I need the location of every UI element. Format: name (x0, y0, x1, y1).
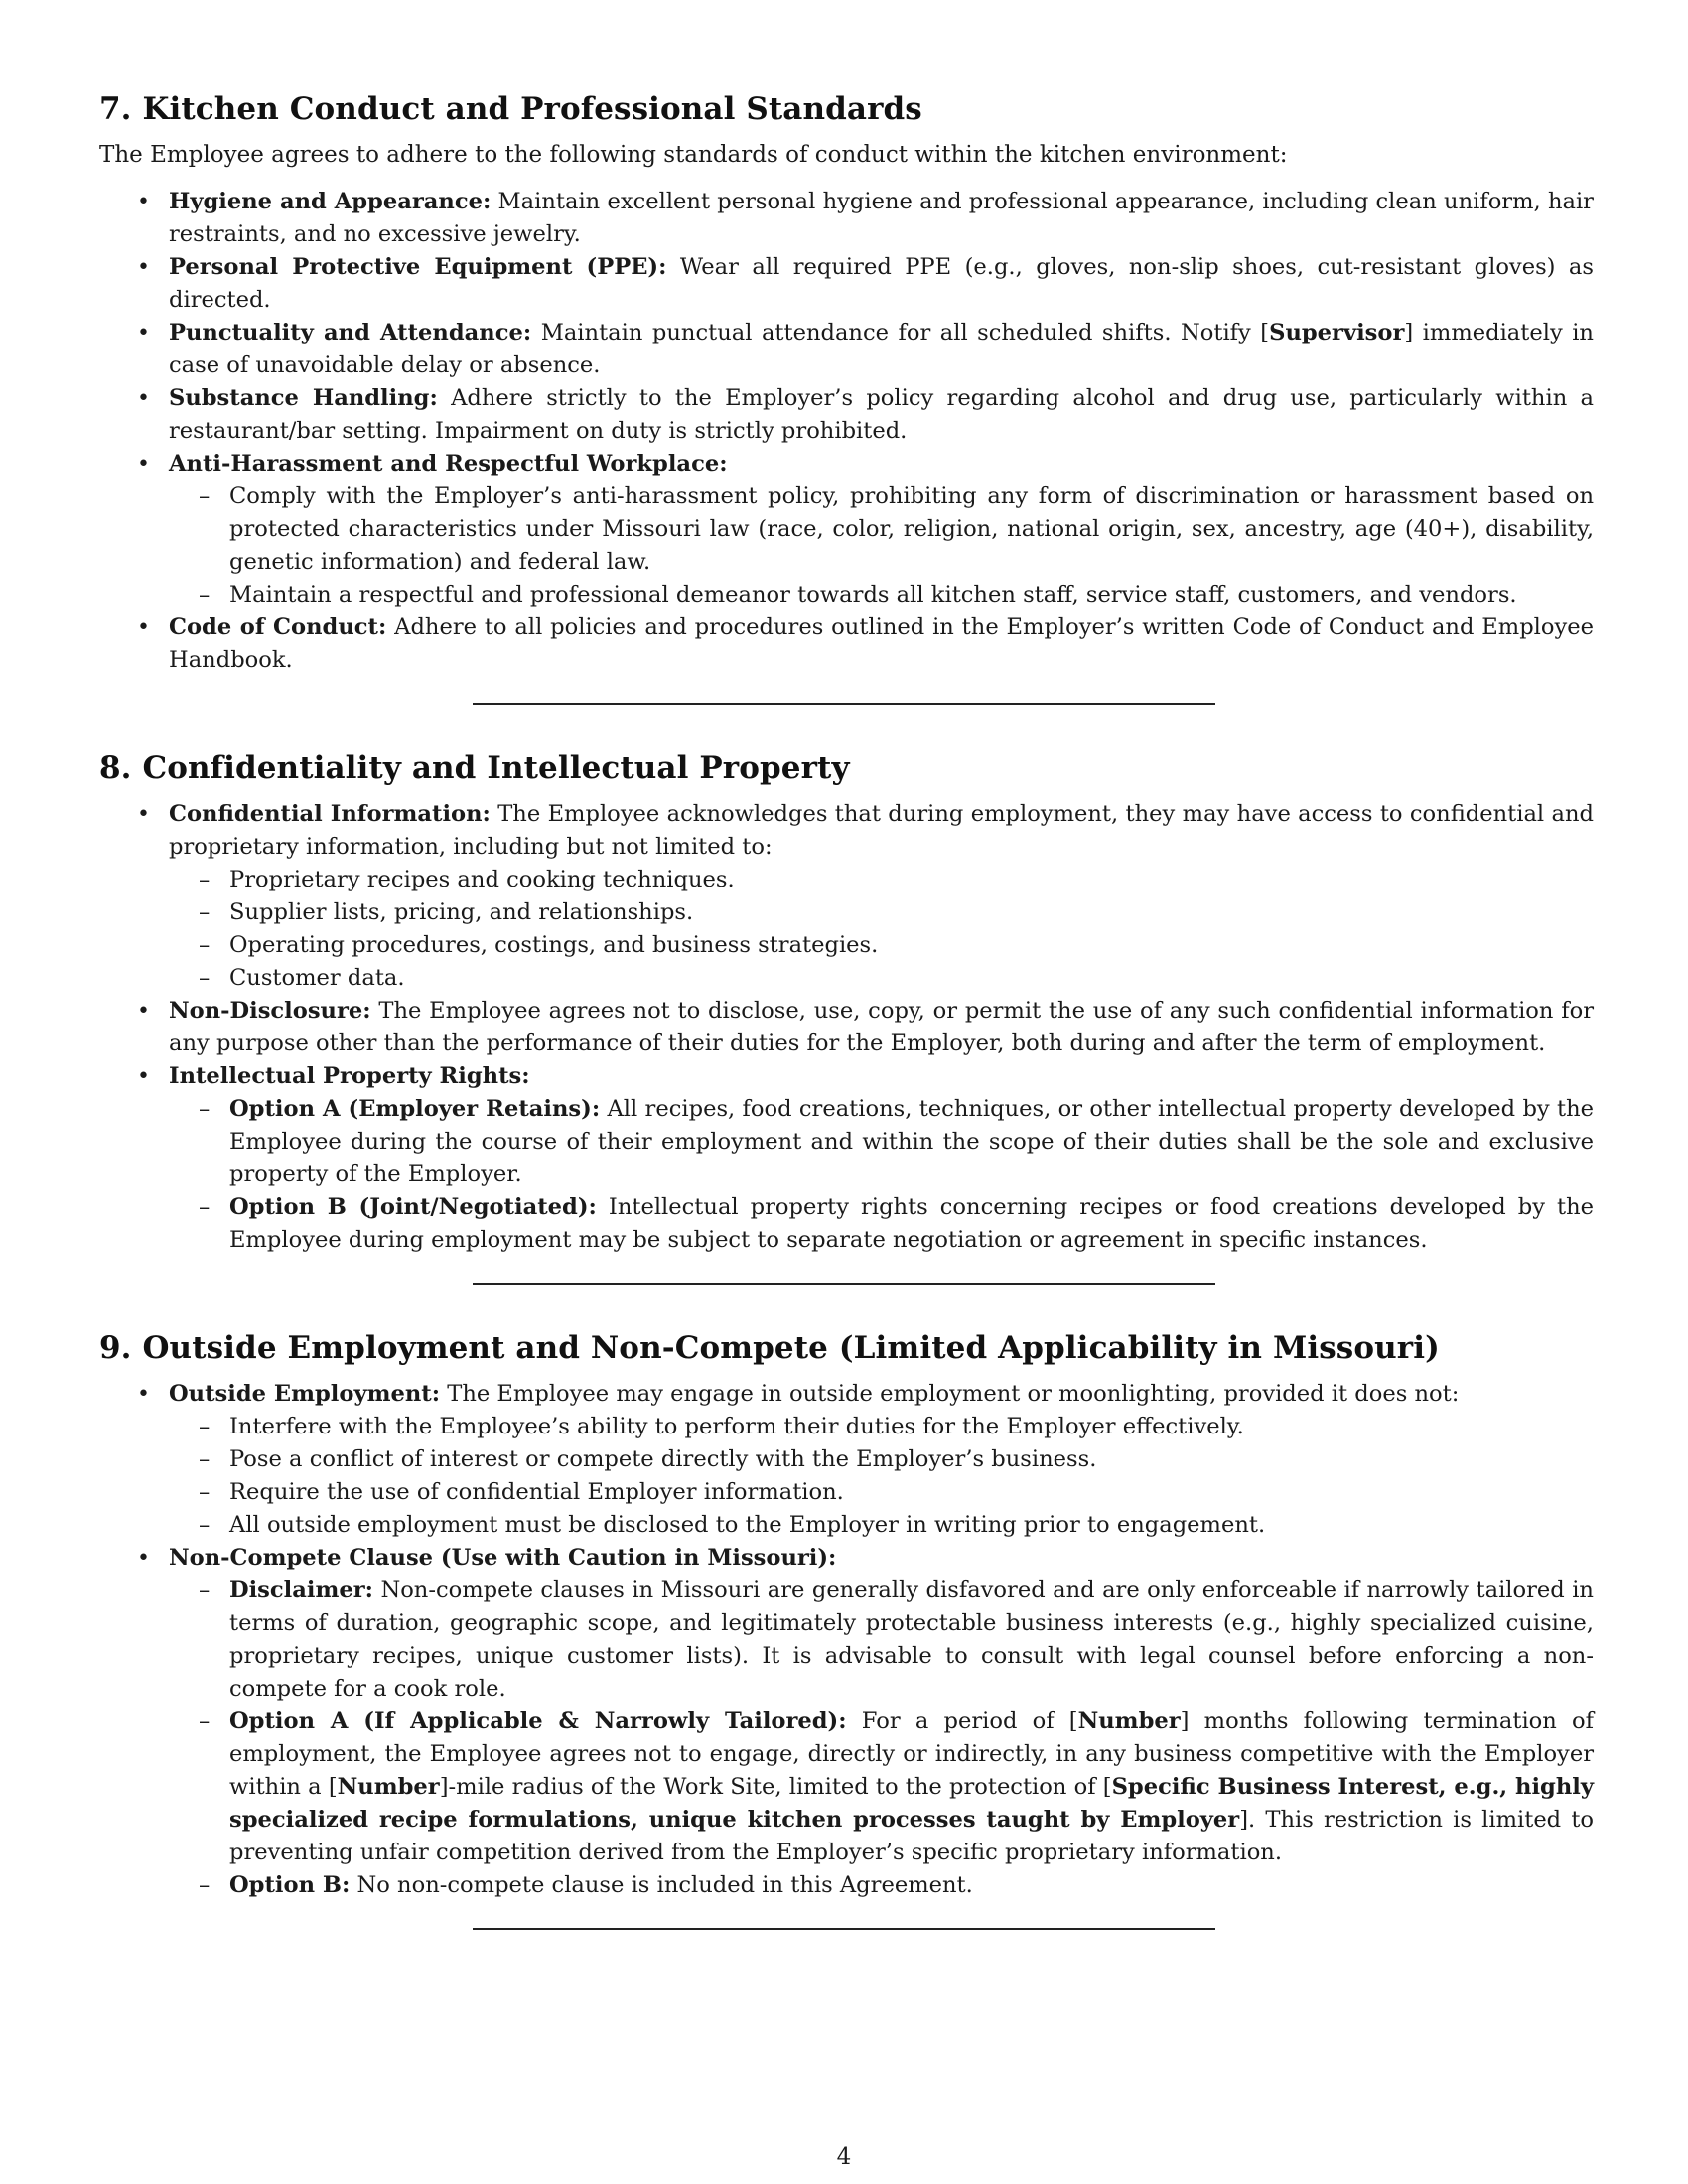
sub-list-item: – All outside employment must be disclosed to the Employer in writing prior to engagement. (169, 1509, 1594, 1542)
option-text: ]-mile radius of the Work Site, limited to the protection of [ (439, 1774, 1112, 1800)
placeholder-number: Number (337, 1774, 440, 1800)
list-item (99, 448, 1594, 612)
option-text: ] months following termination of employment, the Employee agrees not to engage, directly or indirectly, in any business competitive with the Employer within a [ (229, 1708, 1594, 1800)
option-label: Option A (Employer Retains): (229, 1096, 601, 1122)
option-label: Option B: (229, 1872, 351, 1898)
item-text: Maintain punctual attendance for all scheduled shifts. Notify [ (531, 320, 1270, 345)
placeholder-supervisor: Supervisor (1269, 320, 1405, 345)
item-text: The Employee agrees not to disclose, use, copy, or permit the use of any such confidential information for any purpose other than the performance of their duties for the Employer, both during and after the term of employment. (169, 998, 1594, 1056)
section-7-list (99, 186, 1594, 677)
list-item (99, 612, 1594, 677)
sub-list (169, 864, 1594, 995)
option-text: Non-compete clauses in Missouri are generally disfavored and are only enforceable if narrowly tailored in terms of duration, geographic scope, and legitimately protectable business interests (e.g., highly specialized cuisine, proprietary recipes, unique customer lists). It is advisable to consult with legal counsel before enforcing a non-compete for a cook role. (229, 1577, 1594, 1702)
item-label: Non-Compete Clause (Use with Caution in Missouri): (169, 1545, 837, 1570)
sub-list-item (169, 1574, 1594, 1706)
item-text: The Employee acknowledges that during employment, they may have access to confidential and proprietary information, including but not limited to: (169, 801, 1594, 860)
sub-list-item: – Maintain a respectful and professional demeanor towards all kitchen staff, service staff, customers, and vendors. (169, 579, 1594, 612)
section-9-heading: 9. Outside Employment and Non-Compete (Limited Applicability in Missouri) (99, 1330, 1440, 1366)
item-label: Outside Employment: (169, 1381, 441, 1407)
sub-list (169, 1411, 1594, 1542)
document-page (99, 91, 1594, 1930)
option-text: For a period of [ (846, 1708, 1078, 1734)
section-7-heading: 7. Kitchen Conduct and Professional Standards (99, 91, 922, 127)
page-number: 4 (836, 2144, 852, 2170)
item-label: Code of Conduct: (169, 614, 387, 640)
option-text: ]. This restriction is limited to preventing unfair competition derived from the Employer’s specific proprietary information. (229, 1807, 1594, 1865)
list-item (99, 382, 1594, 448)
list-item (99, 186, 1594, 251)
item-text: Adhere strictly to the Employer’s policy regarding alcohol and drug use, particularly within a restaurant/bar setting. Impairment on duty is strictly prohibited. (169, 385, 1594, 444)
section-9-list (99, 1378, 1594, 1902)
option-label: Option B (Joint/Negotiated): (229, 1194, 597, 1220)
sub-list-item: – Require the use of confidential Employer information. (169, 1476, 1594, 1509)
list-item (99, 1060, 1594, 1257)
sub-list-item: – Supplier lists, pricing, and relationships. (169, 896, 1594, 929)
sub-list (169, 1093, 1594, 1257)
item-label: Substance Handling: (169, 385, 438, 411)
option-text: Intellectual property rights concerning recipes or food creations developed by the Employee during employment may be subject to separate negotiation or agreement in specific instances. (229, 1194, 1594, 1253)
sub-list-item: – Customer data. (169, 962, 1594, 995)
sub-list-item (169, 1869, 1594, 1902)
sub-list-item: – Proprietary recipes and cooking techniques. (169, 864, 1594, 896)
section-7-intro: The Employee agrees to adhere to the following standards of conduct within the kitchen environment: (99, 142, 1288, 168)
item-text: Adhere to all policies and procedures outlined in the Employer’s written Code of Conduct and Employee Handbook. (169, 614, 1594, 673)
list-item (99, 798, 1594, 995)
list-item (99, 251, 1594, 317)
item-label: Personal Protective Equipment (PPE): (169, 254, 667, 280)
placeholder-business-interest: Specific Business Interest, e.g., highly specialized recipe formulations, unique kitchen processes taught by Employer (229, 1774, 1594, 1833)
sub-list (169, 480, 1594, 612)
option-label: Option A (If Applicable & Narrowly Tailored): (229, 1708, 847, 1734)
list-item (99, 995, 1594, 1060)
sub-list-item (169, 1191, 1594, 1257)
sub-list (169, 1574, 1594, 1902)
item-text: ] immediately in case of unavoidable delay or absence. (169, 320, 1594, 378)
item-label: Hygiene and Appearance: (169, 189, 492, 214)
list-item (99, 317, 1594, 382)
list-item (99, 1542, 1594, 1902)
section-divider (473, 1928, 1215, 1930)
sub-list-item: – Interfere with the Employee’s ability to perform their duties for the Employer effectively. (169, 1411, 1594, 1443)
sub-list-item (169, 1706, 1594, 1869)
sub-list-item (169, 1093, 1594, 1191)
item-text: Maintain excellent personal hygiene and professional appearance, including clean uniform, hair restraints, and no excessive jewelry. (169, 189, 1594, 247)
item-text: The Employee may engage in outside employment or moonlighting, provided it does not: (440, 1381, 1460, 1407)
item-label: Intellectual Property Rights: (169, 1063, 530, 1089)
section-8-list (99, 798, 1594, 1257)
item-text: Wear all required PPE (e.g., gloves, non-slip shoes, cut-resistant gloves) as directed. (169, 254, 1594, 313)
option-label: Disclaimer: (229, 1577, 373, 1603)
sub-list-item: – Pose a conflict of interest or compete directly with the Employer’s business. (169, 1443, 1594, 1476)
list-item (99, 1378, 1594, 1542)
item-label: Non-Disclosure: (169, 998, 371, 1024)
placeholder-number: Number (1077, 1708, 1181, 1734)
item-label: Punctuality and Attendance: (169, 320, 532, 345)
option-text: No non-compete clause is included in this Agreement. (350, 1872, 973, 1898)
item-label: Confidential Information: (169, 801, 491, 827)
section-8-heading: 8. Confidentiality and Intellectual Property (99, 751, 850, 786)
sub-list-item: – Operating procedures, costings, and business strategies. (169, 929, 1594, 962)
item-label: Anti-Harassment and Respectful Workplace: (169, 451, 728, 477)
sub-list-item: – Comply with the Employer’s anti-harassment policy, prohibiting any form of discrimination or harassment based on protected characteristics under Missouri law (race, color, religion, national origin, sex, ancestry, age (40+), disability, genetic information) and federal law. (169, 480, 1594, 579)
option-text: All recipes, food creations, techniques, or other intellectual property developed by the Employee during the course of their employment and within the scope of their duties shall be the sole and exclusive property of the Employer. (229, 1096, 1594, 1187)
